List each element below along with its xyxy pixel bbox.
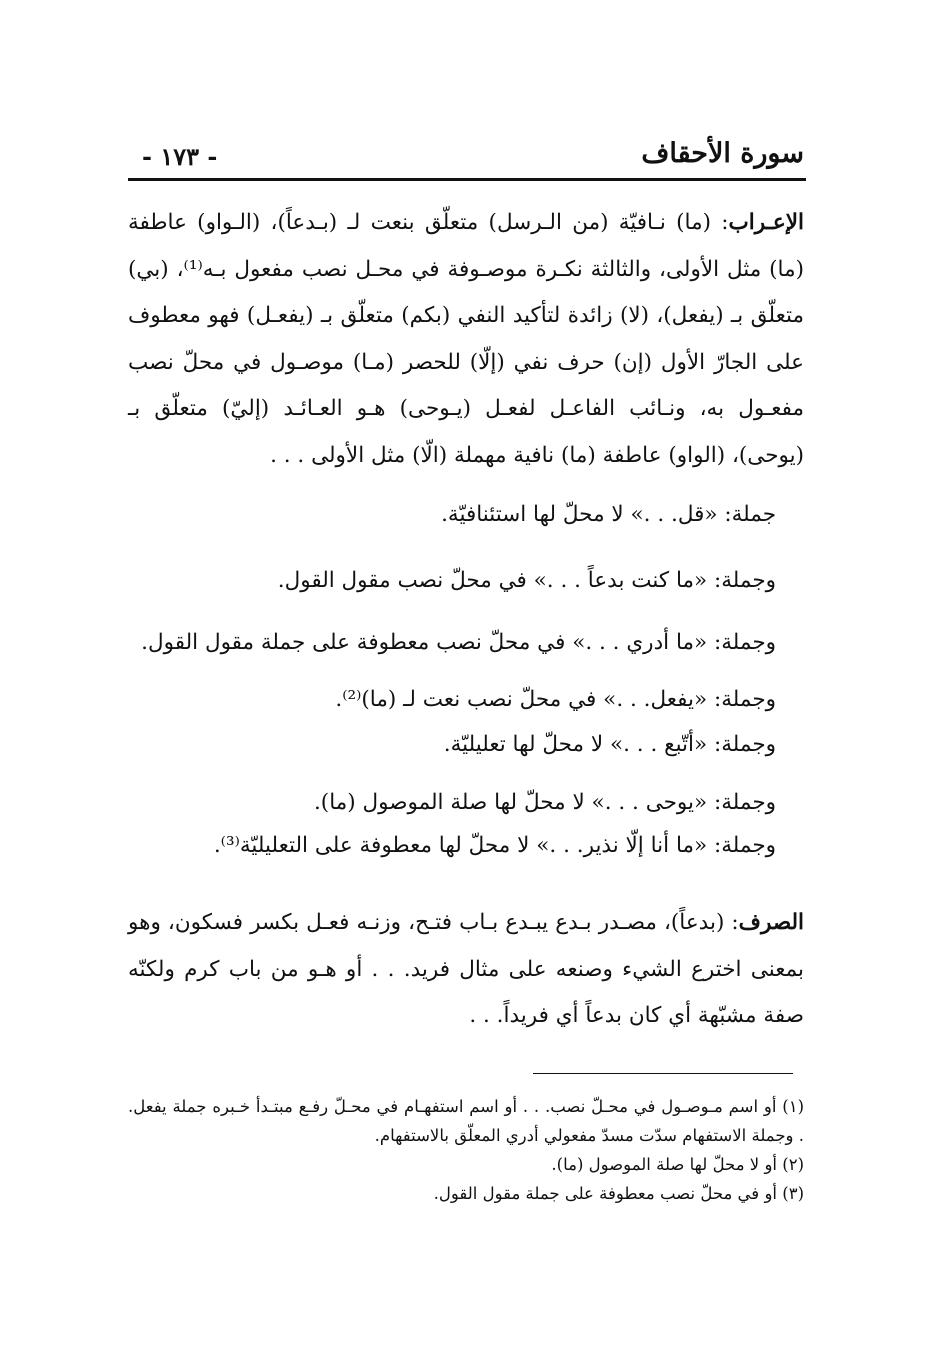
footnote-1: (١) أو اسم مـوصـول في محـلّ نصب. . . أو اسم استفهـام في محـلّ رفـع مبتـدأ خـبره جملة يفعل. . وجملة الاستفهام سدّت مسدّ مفعولي أدري المعلّق بالاستفهام.: [128, 1097, 804, 1145]
footnote-3: (٣) أو في محلّ نصب معطوفة على جملة مقول القول.: [433, 1184, 804, 1203]
irab-text: : (ما) نـافيّة (من الـرسل) متعلّق بنعت لـ (بـدعاً)، (الـواو) عاطفة (ما) مثل الأولى، والثالثة نكـرة موصـوفة في محـل نصب مفعول بـه⁽¹⁾، (بي) متعلّق بـ (يفعل)، (لا) زائدة لتأكيد النفي (بكم) متعلّق بـ (يفعـل) فهو معطوف على الجارّ الأول (إن) حرف نفي (إلّا) للحصر (مـا) موصـول في محلّ نصب مفعـول به، ونـائب الفاعـل لفعـل (يـوحى) هـو العـائـد (إليّ) متعلّق بـ (يوحى)، (الواو) عاطفة (ما) نافية مهملة (الّا) مثل الأولى . . .: [128, 210, 804, 468]
jumla-line-2: وجملة: «ما كنت بدعاً . . .» في محلّ نصب مقول القول.: [277, 568, 776, 593]
page-number: - ١٧٣ -: [142, 142, 218, 171]
footnote-2: (٢) أو لا محلّ لها صلة الموصول (ما).: [551, 1155, 804, 1174]
jumla-line-3: وجملة: «ما أدري . . .» في محلّ نصب معطوفة على جملة مقول القول.: [141, 630, 776, 655]
jumla-line-5: وجملة: «أتّبع . . .» لا محلّ لها تعليليّة.: [443, 732, 776, 757]
irab-label: الإعـراب: [728, 210, 804, 235]
footnote-separator: [533, 1073, 793, 1074]
jumla-line-4: وجملة: «يفعل. . .» في محلّ نصب نعت لـ (ما)⁽²⁾.: [335, 687, 776, 712]
jumla-line-6: وجملة: «يوحى . . .» لا محلّ لها صلة الموصول (ما).: [313, 790, 776, 815]
sarf-text: : (بدعاً)، مصـدر بـدع يبـدع بـاب فتـح، وزنـه فعـل بكسر فسكون، وهو بمعنى اخترع الشيء وصنعه على مثال فريد. . . أو هـو من باب كرم ولكنّه صفة مشبّهة أي كان بدعاً أي فريداً. . .: [128, 910, 804, 1028]
sarf-label: الصرف: [738, 910, 804, 935]
jumla-line-7: وجملة: «ما أنا إلّا نذير. . .» لا محلّ لها معطوفة على التعليليّة⁽³⁾.: [213, 833, 776, 858]
sarf-paragraph: [128, 900, 804, 1040]
jumla-line-1: جملة: «قل. . .» لا محلّ لها استئنافيّة.: [441, 502, 776, 527]
irab-paragraph: [128, 200, 804, 479]
header-rule: [128, 178, 806, 181]
footnotes: [128, 1092, 804, 1208]
page-header: [130, 138, 804, 176]
page-title: سورة الأحقاف: [641, 138, 804, 169]
